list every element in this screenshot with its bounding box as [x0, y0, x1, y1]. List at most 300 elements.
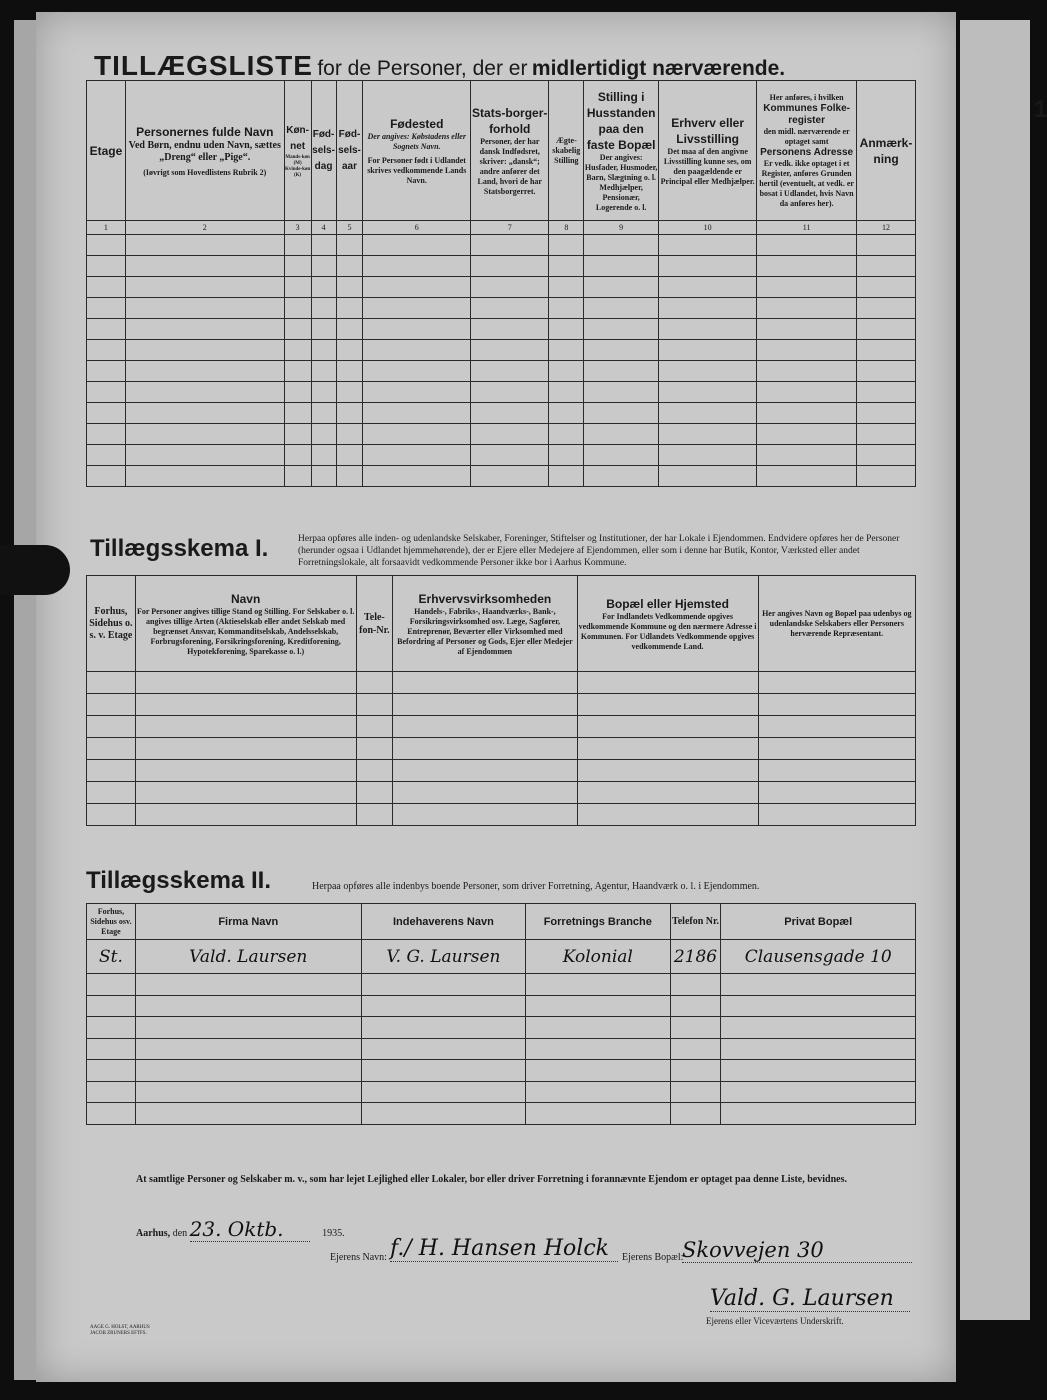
empty-cell: [857, 403, 916, 424]
empty-cell: [336, 361, 363, 382]
empty-cell: [659, 361, 757, 382]
s2-cell-etage: St.: [87, 940, 136, 974]
empty-cell: [857, 445, 916, 466]
empty-cell: [125, 403, 284, 424]
empty-cell: [135, 1081, 361, 1103]
empty-cell: [336, 277, 363, 298]
empty-cell: [659, 319, 757, 340]
empty-cell: [757, 403, 857, 424]
col-register: Her anføres, i hvilken Kommunes Folke-register den midl. nærværende er optaget samt Personens Adresse Er vedk. ikke optaget i et Register, anføres Grunden hertil (eventuelt, at vedk. er bosat i Udlandet, hvis Navn da anføres her).: [757, 81, 857, 221]
empty-cell: [363, 256, 471, 277]
empty-cell: [549, 340, 584, 361]
empty-cell: [135, 974, 361, 996]
schema1-table: [86, 575, 916, 826]
empty-cell: [125, 298, 284, 319]
empty-cell: [584, 445, 659, 466]
empty-cell: [758, 782, 915, 804]
table-row: [87, 716, 916, 738]
empty-cell: [857, 298, 916, 319]
empty-cell: [311, 403, 336, 424]
empty-cell: [336, 340, 363, 361]
empty-cell: [311, 319, 336, 340]
table-row: [87, 672, 916, 694]
empty-cell: [471, 424, 549, 445]
empty-cell: [125, 319, 284, 340]
s1-col-name: Navn For Personer angives tillige Stand og Stilling. For Selskaber o. l. angives tillige Arten (Aktieselskab eller andet Selskab med begrænset Ansvar, Kommanditselskab, Andelsselskab, Forbrugsforening, Forsikringsforening, Kreditforening, Hypotekforening, Sparekasse o. l.): [135, 576, 356, 672]
empty-cell: [87, 672, 136, 694]
empty-cell: [361, 1103, 525, 1125]
empty-cell: [336, 403, 363, 424]
empty-cell: [857, 424, 916, 445]
empty-cell: [584, 319, 659, 340]
empty-cell: [363, 361, 471, 382]
supplementary-list-table: [86, 80, 916, 487]
empty-cell: [757, 466, 857, 487]
empty-cell: [135, 1017, 361, 1039]
table-row: [87, 940, 916, 974]
empty-cell: [577, 760, 758, 782]
empty-cell: [471, 277, 549, 298]
empty-cell: [577, 672, 758, 694]
empty-cell: [670, 1103, 721, 1125]
s2-col-address: Privat Bopæl: [721, 904, 916, 940]
empty-cell: [758, 804, 915, 826]
signature-handwritten: Vald. G. Laursen: [710, 1286, 910, 1312]
empty-cell: [758, 672, 915, 694]
empty-cell: [757, 340, 857, 361]
empty-cell: [758, 760, 915, 782]
empty-cell: [393, 782, 577, 804]
s2-col-branch: Forretnings Branche: [526, 904, 670, 940]
binding-tab: [0, 545, 70, 595]
col-citizenship: Stats-borger-forhold Personer, der har dansk Indfødsret, skriver: „dansk“; andre anfører det Land, hvori de har Statsborgerret.: [471, 81, 549, 221]
empty-cell: [284, 298, 311, 319]
empty-cell: [758, 716, 915, 738]
empty-cell: [659, 445, 757, 466]
empty-cell: [721, 974, 916, 996]
empty-cell: [356, 672, 393, 694]
printer-mark: AAGE G. HOLST, AARHUS JACOB ZRUNERS EFTFS.: [90, 1325, 150, 1336]
empty-cell: [757, 424, 857, 445]
empty-cell: [584, 466, 659, 487]
s2-col-owner: Indehaverens Navn: [361, 904, 525, 940]
empty-cell: [471, 298, 549, 319]
empty-cell: [135, 1038, 361, 1060]
empty-cell: [311, 382, 336, 403]
owner-name-label: Ejerens Navn:: [330, 1252, 387, 1263]
owner-address-label: Ejerens Bopæl:: [622, 1252, 684, 1263]
empty-cell: [87, 403, 126, 424]
table-row: [87, 340, 916, 361]
empty-cell: [125, 235, 284, 256]
empty-cell: [87, 1038, 136, 1060]
empty-cell: [336, 235, 363, 256]
s1-col-residence: Bopæl eller Hjemsted For Indlandets Vedkommende opgives vedkommende Kommune og den nærmere Adresse i Kommunen. For Udlandets Vedkommende opgives vedkommende Land.: [577, 576, 758, 672]
empty-cell: [87, 1081, 136, 1103]
empty-cell: [311, 340, 336, 361]
s1-col-representative: Her angives Navn og Bopæl paa udenbys og udenlandske Selskabers eller Personers herværende Repræsentant.: [758, 576, 915, 672]
empty-cell: [659, 382, 757, 403]
empty-cell: [471, 361, 549, 382]
empty-cell: [393, 804, 577, 826]
year-label: 1935.: [322, 1228, 345, 1239]
empty-cell: [311, 361, 336, 382]
empty-cell: [584, 382, 659, 403]
empty-cell: [393, 672, 577, 694]
empty-cell: [284, 424, 311, 445]
empty-cell: [857, 277, 916, 298]
empty-cell: [471, 319, 549, 340]
empty-cell: [311, 445, 336, 466]
empty-cell: [757, 256, 857, 277]
empty-cell: [757, 319, 857, 340]
empty-cell: [284, 340, 311, 361]
empty-cell: [659, 424, 757, 445]
empty-cell: [577, 716, 758, 738]
date-line: Aarhus, den 23. Oktb. 1935.: [136, 1217, 345, 1241]
empty-cell: [857, 466, 916, 487]
empty-cell: [87, 694, 136, 716]
col-birthyear: Fød-sels-aar: [336, 81, 363, 221]
title-part1: for de Personer, der er: [317, 57, 528, 80]
empty-cell: [549, 235, 584, 256]
empty-cell: [584, 298, 659, 319]
empty-cell: [284, 319, 311, 340]
empty-cell: [757, 235, 857, 256]
empty-cell: [87, 361, 126, 382]
s1-col-phone: Tele-fon-Nr.: [356, 576, 393, 672]
empty-cell: [471, 403, 549, 424]
empty-cell: [363, 382, 471, 403]
empty-cell: [87, 716, 136, 738]
empty-cell: [721, 995, 916, 1017]
table-row: [87, 995, 916, 1017]
empty-cell: [659, 277, 757, 298]
table-row: [87, 782, 916, 804]
empty-cell: [549, 445, 584, 466]
empty-cell: [857, 319, 916, 340]
empty-cell: [757, 445, 857, 466]
empty-cell: [363, 340, 471, 361]
col-birthplace: Fødested Der angives: Købstadens eller Sognets Navn. For Personer født i Udlandet skrives vedkommende Lands Navn.: [363, 81, 471, 221]
schema1-title: Tillægsskema I.: [90, 535, 269, 562]
empty-cell: [857, 361, 916, 382]
empty-cell: [526, 995, 670, 1017]
empty-cell: [549, 298, 584, 319]
table-row: [87, 361, 916, 382]
empty-cell: [87, 445, 126, 466]
empty-cell: [584, 277, 659, 298]
empty-cell: [584, 403, 659, 424]
schema2-description: Herpaa opføres alle indenbys boende Personer, som driver Forretning, Agentur, Haandværk o. l. i Ejendommen.: [312, 881, 760, 892]
empty-cell: [284, 382, 311, 403]
empty-cell: [135, 804, 356, 826]
empty-cell: [135, 760, 356, 782]
empty-cell: [549, 403, 584, 424]
empty-cell: [659, 235, 757, 256]
empty-cell: [336, 466, 363, 487]
empty-cell: [361, 995, 525, 1017]
col-occupation: Erhverv eller Livsstilling Det maa af den angivne Livsstilling kunne ses, om den paagældende er Principal eller Medhjælper.: [659, 81, 757, 221]
empty-cell: [584, 361, 659, 382]
empty-cell: [311, 466, 336, 487]
empty-cell: [549, 382, 584, 403]
s2-col-phone: Telefon Nr.: [670, 904, 721, 940]
table-row: [87, 466, 916, 487]
empty-cell: [135, 694, 356, 716]
empty-cell: [577, 694, 758, 716]
empty-cell: [125, 466, 284, 487]
empty-cell: [857, 340, 916, 361]
empty-cell: [577, 738, 758, 760]
empty-cell: [87, 319, 126, 340]
attestation-text: At samtlige Personer og Selskaber m. v., som har lejet Lejlighed eller Lokaler, bor eller driver Forretning i forannævnte Ejendom er optaget paa denne Liste, bevidnes.: [136, 1174, 847, 1185]
empty-cell: [393, 716, 577, 738]
empty-cell: [87, 804, 136, 826]
col-marital: Ægte-skabelig Stilling: [549, 81, 584, 221]
empty-cell: [135, 1060, 361, 1082]
adjacent-page: [960, 20, 1047, 1320]
empty-cell: [87, 298, 126, 319]
empty-cell: [87, 974, 136, 996]
empty-cell: [336, 319, 363, 340]
empty-cell: [311, 424, 336, 445]
empty-cell: [549, 256, 584, 277]
empty-cell: [721, 1081, 916, 1103]
empty-cell: [125, 424, 284, 445]
table-row: [87, 1081, 916, 1103]
empty-cell: [471, 445, 549, 466]
col-remarks: Anmærk-ning: [857, 81, 916, 221]
empty-cell: [721, 1017, 916, 1039]
empty-cell: [361, 1017, 525, 1039]
table-row: [87, 319, 916, 340]
s2-cell-firm: Vald. Laursen: [135, 940, 361, 974]
empty-cell: [659, 466, 757, 487]
empty-cell: [336, 256, 363, 277]
table-row: [87, 738, 916, 760]
owner-name-handwritten: f./ H. Hansen Holck: [390, 1236, 618, 1262]
table-row: [87, 382, 916, 403]
empty-cell: [526, 1081, 670, 1103]
empty-cell: [87, 1017, 136, 1039]
s2-cell-phone: 2186: [670, 940, 721, 974]
s2-cell-address: Clausensgade 10: [721, 940, 916, 974]
empty-cell: [135, 738, 356, 760]
empty-cell: [659, 340, 757, 361]
empty-cell: [361, 1060, 525, 1082]
s2-col-firm: Firma Navn: [135, 904, 361, 940]
empty-cell: [87, 277, 126, 298]
table-row: [87, 277, 916, 298]
empty-cell: [284, 256, 311, 277]
empty-cell: [363, 466, 471, 487]
col-gender: Køn-net Mands-køn (M) Kvinde-køn (K): [284, 81, 311, 221]
empty-cell: [125, 277, 284, 298]
empty-cell: [471, 466, 549, 487]
empty-cell: [471, 340, 549, 361]
empty-cell: [311, 298, 336, 319]
empty-cell: [757, 298, 857, 319]
empty-cell: [757, 361, 857, 382]
empty-cell: [135, 1103, 361, 1125]
empty-cell: [670, 1017, 721, 1039]
empty-cell: [659, 298, 757, 319]
schema2-title: Tillægsskema II.: [86, 867, 271, 894]
empty-cell: [87, 782, 136, 804]
empty-cell: [311, 256, 336, 277]
table-row: [87, 1103, 916, 1125]
table-row: [87, 804, 916, 826]
empty-cell: [471, 382, 549, 403]
empty-cell: [356, 804, 393, 826]
empty-cell: [758, 694, 915, 716]
empty-cell: [721, 1038, 916, 1060]
empty-cell: [363, 424, 471, 445]
empty-cell: [87, 1060, 136, 1082]
empty-cell: [87, 340, 126, 361]
schema2-table: [86, 903, 916, 1125]
empty-cell: [135, 672, 356, 694]
owner-address-handwritten: Skovvejen 30: [682, 1238, 912, 1263]
empty-cell: [526, 1038, 670, 1060]
table-row: [87, 694, 916, 716]
empty-cell: [135, 782, 356, 804]
empty-cell: [87, 235, 126, 256]
empty-cell: [336, 298, 363, 319]
col-name: Personernes fulde Navn Ved Børn, endnu uden Navn, sættes „Dreng“ eller „Pige“. (Iøvrigt som Hovedlistens Rubrik 2): [125, 81, 284, 221]
empty-cell: [356, 738, 393, 760]
s1-col-business: Erhvervsvirksomheden Handels-, Fabriks-, Haandværks-, Bank-, Forsikringsvirksomhed osv. Læge, Sagfører, Entreprenør, Beværter eller Virksomhed med Befordring af Personer og Gods, Ejer eller Medejer af Ejendommen: [393, 576, 577, 672]
empty-cell: [393, 738, 577, 760]
empty-cell: [670, 1038, 721, 1060]
adjacent-page-mark: 1: [1034, 96, 1047, 123]
empty-cell: [757, 382, 857, 403]
empty-cell: [125, 445, 284, 466]
empty-cell: [125, 340, 284, 361]
empty-cell: [336, 445, 363, 466]
empty-cell: [393, 694, 577, 716]
title-main: TILLÆGSLISTE: [94, 50, 313, 81]
empty-cell: [284, 445, 311, 466]
empty-cell: [549, 466, 584, 487]
empty-cell: [135, 995, 361, 1017]
empty-cell: [311, 235, 336, 256]
empty-cell: [284, 361, 311, 382]
empty-cell: [670, 1060, 721, 1082]
empty-cell: [471, 235, 549, 256]
empty-cell: [670, 974, 721, 996]
empty-cell: [577, 804, 758, 826]
s2-cell-owner: V. G. Laursen: [361, 940, 525, 974]
empty-cell: [584, 235, 659, 256]
empty-cell: [549, 277, 584, 298]
empty-cell: [125, 382, 284, 403]
title-part2: midlertidigt nærværende.: [531, 57, 786, 80]
empty-cell: [393, 760, 577, 782]
date-handwritten: 23. Oktb.: [190, 1217, 310, 1242]
empty-cell: [356, 716, 393, 738]
empty-cell: [670, 995, 721, 1017]
empty-cell: [356, 760, 393, 782]
table-row: [87, 403, 916, 424]
empty-cell: [87, 995, 136, 1017]
empty-cell: [758, 738, 915, 760]
table-row: [87, 1060, 916, 1082]
empty-cell: [87, 738, 136, 760]
empty-cell: [87, 382, 126, 403]
s2-cell-branch: Kolonial: [526, 940, 670, 974]
empty-cell: [584, 256, 659, 277]
empty-cell: [311, 277, 336, 298]
empty-cell: [363, 235, 471, 256]
empty-cell: [526, 974, 670, 996]
empty-cell: [721, 1060, 916, 1082]
empty-cell: [471, 256, 549, 277]
table-row: [87, 760, 916, 782]
empty-cell: [87, 256, 126, 277]
empty-cell: [284, 235, 311, 256]
table-row: [87, 298, 916, 319]
empty-cell: [87, 424, 126, 445]
empty-cell: [363, 319, 471, 340]
empty-cell: [125, 361, 284, 382]
empty-cell: [857, 256, 916, 277]
empty-cell: [356, 694, 393, 716]
s1-col-etage: Forhus, Sidehus o. s. v. Etage: [87, 576, 136, 672]
empty-cell: [584, 340, 659, 361]
empty-cell: [284, 466, 311, 487]
table-row: [87, 256, 916, 277]
table-row: [87, 424, 916, 445]
table-row: [87, 445, 916, 466]
col-etage: Etage: [87, 81, 126, 221]
empty-cell: [361, 1081, 525, 1103]
empty-cell: [526, 1103, 670, 1125]
table-row: [87, 974, 916, 996]
empty-cell: [125, 256, 284, 277]
empty-cell: [87, 760, 136, 782]
empty-cell: [356, 782, 393, 804]
page-edge: [14, 20, 38, 1380]
empty-cell: [363, 277, 471, 298]
empty-cell: [363, 298, 471, 319]
page-title: [94, 50, 785, 82]
column-numbers: 1 2 3 4 5 6 7 8 9 10 11 12: [87, 221, 916, 235]
empty-cell: [549, 319, 584, 340]
col-household: Stilling i Husstanden paa den faste Bopæl Der angives: Husfader, Husmoder, Barn, Slægtning o. l. Medhjælper, Pensionær, Logerende o. l.: [584, 81, 659, 221]
empty-cell: [721, 1103, 916, 1125]
empty-cell: [670, 1081, 721, 1103]
empty-cell: [549, 424, 584, 445]
empty-cell: [659, 256, 757, 277]
col-birthday: Fød-sels-dag: [311, 81, 336, 221]
empty-cell: [526, 1060, 670, 1082]
empty-cell: [757, 277, 857, 298]
empty-cell: [284, 277, 311, 298]
empty-cell: [549, 361, 584, 382]
table-row: [87, 1017, 916, 1039]
empty-cell: [577, 782, 758, 804]
empty-cell: [87, 466, 126, 487]
empty-cell: [363, 445, 471, 466]
empty-cell: [857, 382, 916, 403]
schema1-description: Herpaa opføres alle inden- og udenlandske Selskaber, Foreninger, Stiftelser og Institutioner, der har Lokale i Ejendommen. Endvidere opføres her de Personer (herunder ogsaa i Udlandet hjemmehørende), der er Ejere eller Medejere af Ejendommen, eller som i denne har Butik, Kontor, Værksted eller andet Forretningslokale, alt forsaavidt vedkommende Personer ikke bor i Aarhus Kommune.: [298, 534, 900, 568]
empty-cell: [361, 1038, 525, 1060]
empty-cell: [284, 403, 311, 424]
empty-cell: [135, 716, 356, 738]
empty-cell: [363, 403, 471, 424]
